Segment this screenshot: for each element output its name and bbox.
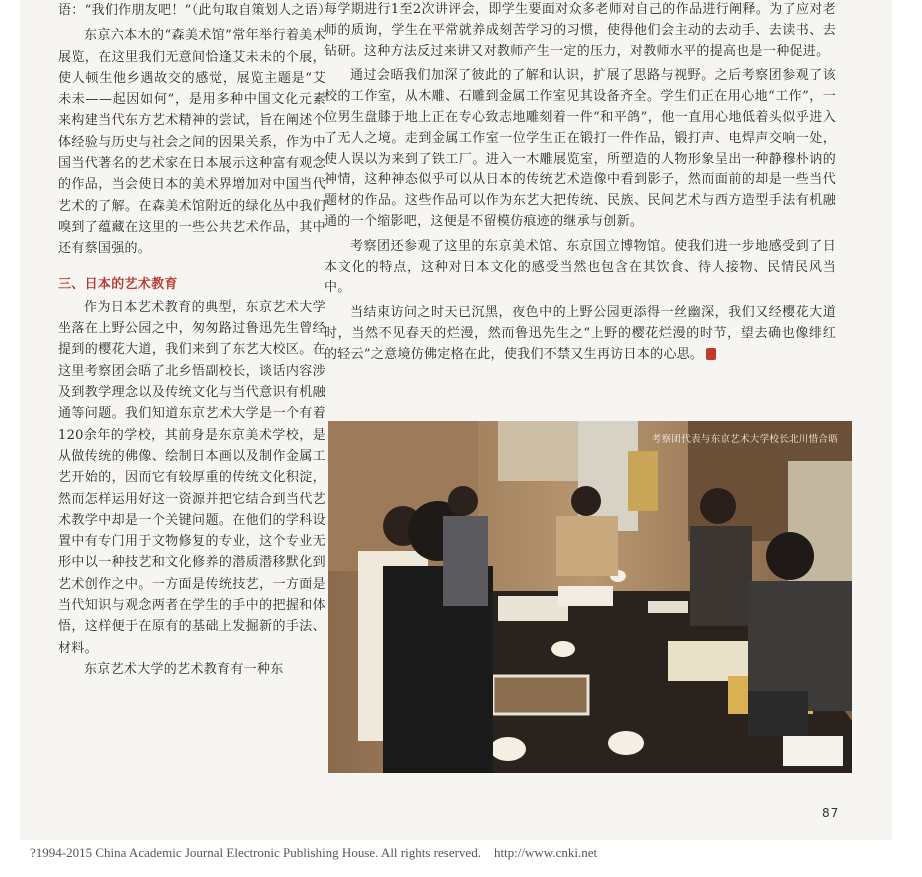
meeting-photo-image bbox=[328, 421, 852, 773]
meeting-photo bbox=[328, 421, 852, 773]
paragraph-art-education: 作为日本艺术教育的典型，东京艺术大学坐落在上野公园之中，匆匆路过鲁迅先生曾经提到的樱花大道，我们来到了东艺大校区。在这里考察团会晤了北乡悟副校长，谈话内容涉及到教学理念以及传统文化与当代意识有机融通等问题。我们知道东京艺术大学是一个有着120余年的学校，其前身是东京美术学校，是从做传统的佛像、绘制日本画以及制作金属工艺开始的，因而它有较厚重的传统文化积淀，然而怎样运用好这一资源并把它结合到当代艺术教学中却是一个关键问题。在他们的学科设置中有专门用于文物修复的专业，这个专业无形中以一种技艺和文化修养的潜质潜移默化到艺术创作之中。一方面是传统技艺，一方面是当代知识与观念两者在学生的手中的把握和体悟，这样便于在原有的基础上发掘新的手法、材料。 bbox=[58, 299, 326, 656]
left-text-column bbox=[58, 0, 332, 680]
page-number: 87 bbox=[822, 806, 840, 820]
end-mark-icon bbox=[706, 348, 716, 360]
paragraph-continued: 东京艺术大学的艺术教育有一种东 bbox=[84, 661, 284, 677]
paragraph-quote-end: 语：“我们作朋友吧！”（此句取自策划人之语） bbox=[58, 3, 332, 18]
section-heading: 三、日本的艺术教育 bbox=[58, 276, 178, 292]
magazine-page bbox=[20, 0, 892, 840]
paragraph-forest-museum: 东京六本木的“森美术馆”常年举行着美术展览，在这里我们无意间恰逢艾未未的个展，使人顿生他乡遇故交的感觉，展览主题是“艾未未——起因如何”，是用多种中国文化元素来构建当代东方艺术精神的尝试，旨在阐述个体经验与历史与社会之间的因果关系，作为中国当代著名的艺术家在日本展示这种富有观念的作品，当会使日本的美术界增加对中国当代艺术的了解。在森美术馆附近的绿化丛中我们嗅到了蕴藏在这里的一些公共艺术作品，其中还有蔡国强的。 bbox=[58, 28, 326, 257]
copyright-footer: ?1994-2015 China Academic Journal Electronic Publishing House. All rights reserved. http://www.cnki.net bbox=[30, 845, 598, 860]
paragraph-ueno-night bbox=[324, 303, 836, 365]
right-text-column bbox=[324, 0, 836, 370]
paragraph-museums: 考察团还参观了这里的东京美术馆、东京国立博物馆。使我们进一步地感受到了日本文化的特点，这种对日本文化的感受当然也包含在其饮食、待人接物、民情民风当中。 bbox=[324, 238, 836, 296]
closing-text: 当结束访问之时天已沉黑，夜色中的上野公园更添得一丝幽深，我们又经樱花大道时，当然不见春天的烂漫，然而鲁迅先生之“上野的樱花烂漫的时节，望去确也像绯红的轻云”之意境仿佛定格在此，使我们不禁又生再访日本的心思。 bbox=[324, 305, 836, 362]
paragraph-critique-sessions: 每学期进行1至2次讲评会，即学生要面对众多老师对自己的作品进行阐释。为了应对老师的质询，学生在平常就养成刻苦学习的习惯，使得他们会主动的去动手、去读书、去钻研。这种方法反过来讲又对教师产生一定的压力，对教师水平的提高也是一种促进。 bbox=[324, 2, 836, 59]
photo-caption: 考察团代表与东京艺术大学校长北川惜合晤 bbox=[651, 434, 838, 445]
paragraph-studio-visit: 通过会晤我们加深了彼此的了解和认识，扩展了思路与视野。之后考察团参观了该校的工作室，从木雕、石雕到金属工作室见其设备齐全。学生们正在用心地“工作”，一位男生盘膝于地上正在专心致志地雕刻着一件“和平鸽”，他一直用心地低着头似乎进入了无人之境。走到金属工作室一位学生正在锻打一件作品，锻打声、电焊声交响一处，使人误以为来到了铁工厂。进入一木雕展览室，所塑造的人物形象呈出一种静穆朴讷的神情，这种神态似乎可以从日本的传统艺术造像中看到影子，然而面前的却是一些当代题材的作品。这些作品可以作为东艺大把传统、民族、民间艺术与西方造型手法有机融通的一个缩影吧，这便是不留模仿痕迹的继承与创新。 bbox=[324, 68, 836, 229]
